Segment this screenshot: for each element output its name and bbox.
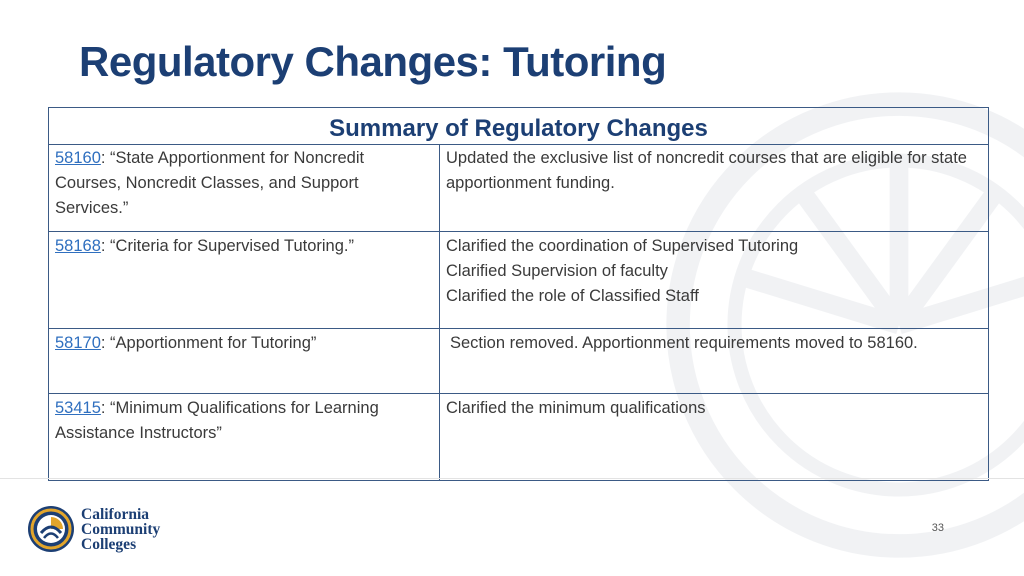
regulation-link-58168[interactable]: 58168 bbox=[55, 237, 101, 255]
table-header-row bbox=[49, 108, 989, 145]
table-row bbox=[49, 145, 989, 232]
logo-wordmark bbox=[81, 507, 160, 552]
change-description: Updated the exclusive list of noncredit courses that are eligible for state apportionment funding. bbox=[446, 149, 967, 192]
california-community-colleges-logo bbox=[27, 505, 160, 553]
regulatory-changes-table bbox=[48, 107, 989, 481]
change-cell bbox=[440, 145, 989, 232]
regulation-cell bbox=[49, 145, 440, 232]
logo-line: Community bbox=[81, 520, 161, 538]
change-description: Clarified the minimum qualifications bbox=[446, 399, 706, 417]
regulation-link-53415[interactable]: 53415 bbox=[55, 399, 101, 417]
college-seal-icon bbox=[27, 505, 75, 553]
change-description: Clarified Supervision of faculty bbox=[446, 262, 668, 280]
regulation-title: : “Apportionment for Tutoring” bbox=[100, 334, 317, 352]
regulation-title: : “Criteria for Supervised Tutoring.” bbox=[100, 237, 354, 255]
regulation-cell bbox=[49, 232, 440, 329]
logo-line: California bbox=[81, 505, 150, 523]
regulation-link-58160[interactable]: 58160 bbox=[55, 149, 101, 167]
footer-divider bbox=[0, 478, 1024, 479]
change-description: Clarified the coordination of Supervised Tutoring bbox=[446, 237, 799, 255]
regulation-cell bbox=[49, 394, 440, 481]
logo-line: Colleges bbox=[81, 535, 137, 553]
regulation-title: : “Minimum Qualifications for Learning Assistance Instructors” bbox=[55, 399, 379, 442]
table-row bbox=[49, 232, 989, 329]
change-cell bbox=[440, 394, 989, 481]
table-header: Summary of Regulatory Changes bbox=[49, 108, 989, 145]
change-cell bbox=[440, 329, 989, 394]
change-cell bbox=[440, 232, 989, 329]
regulation-link-58170[interactable]: 58170 bbox=[55, 334, 101, 352]
page-number: 33 bbox=[931, 522, 944, 534]
page-title: Regulatory Changes: Tutoring bbox=[79, 38, 667, 85]
regulation-title: : “State Apportionment for Noncredit Courses, Noncredit Classes, and Support Services.” bbox=[55, 149, 365, 217]
table-row bbox=[49, 329, 989, 394]
regulation-cell bbox=[49, 329, 440, 394]
change-description: Clarified the role of Classified Staff bbox=[446, 287, 699, 305]
table-row bbox=[49, 394, 989, 481]
change-description: Section removed. Apportionment requirements moved to 58160. bbox=[450, 334, 918, 352]
